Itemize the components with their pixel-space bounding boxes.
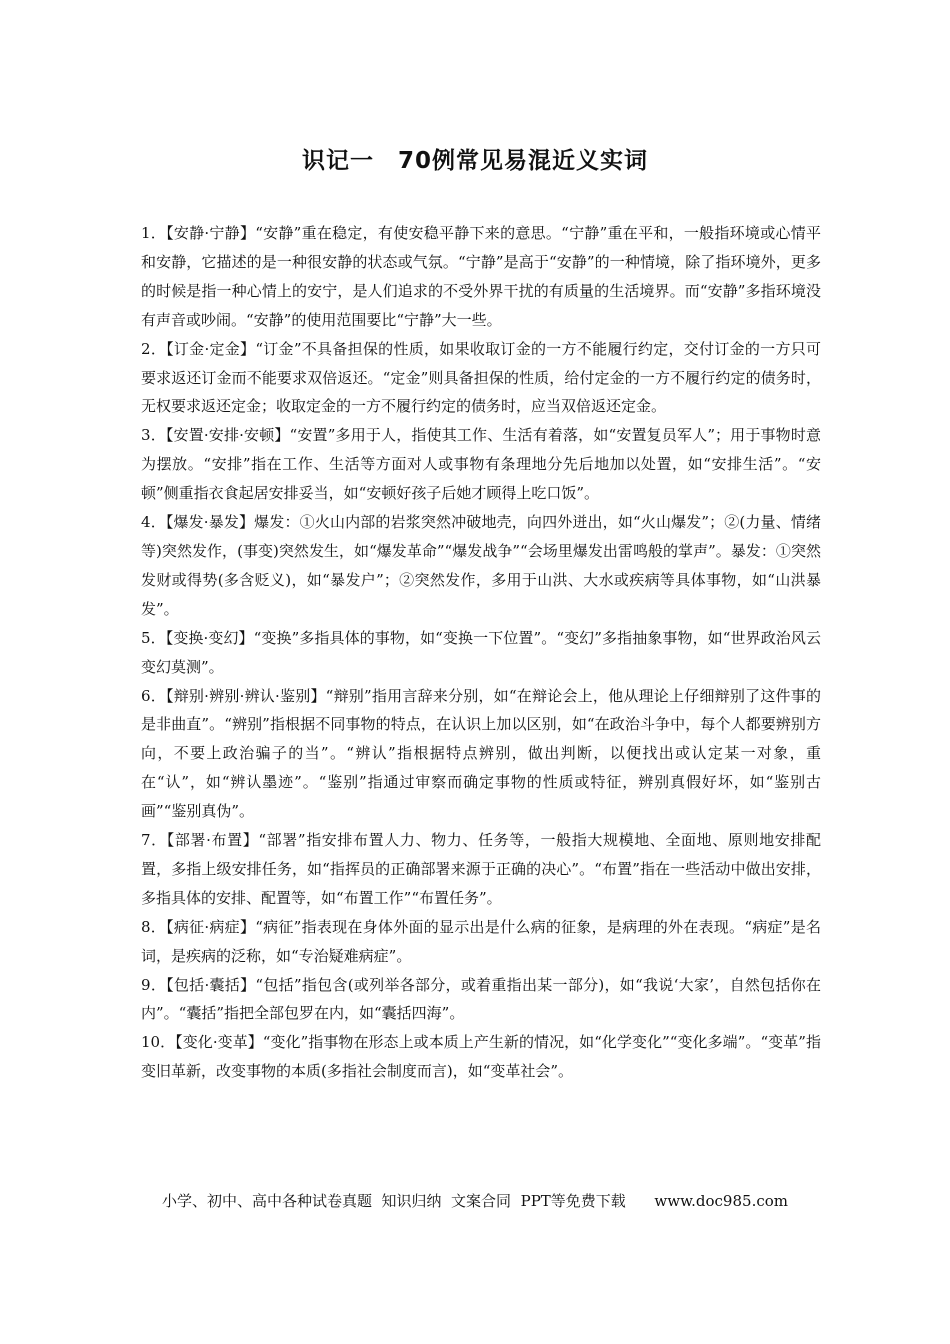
page-title: 识记一 70例常见易混近义实词 — [301, 148, 648, 174]
entry-4: 4．【爆发·暴发】爆发：①火山内部的岩浆突然冲破地壳，向四外迸出，如“火山爆发”；②(力量、情绪等)突然发作，(事变)突然发生，如“爆发革命”“爆发战争”“会场里爆发出雷鸣般的掌声”。暴发：①突然发财或得势(多含贬义)，如“暴发户”；②突然发作，多用于山洪、大水或疾病等具体事物，如“山洪暴发”。 — [141, 513, 821, 618]
page-footer: 小学、初中、高中各种试卷真题 知识归纳 文案合同 PPT等免费下载 www.doc985.com — [161, 1192, 788, 1210]
entry-list — [141, 219, 821, 1086]
entry-3: 3．【安置·安排·安顿】“安置”多用于人，指使其工作、生活有着落，如“安置复员军人”；用于事物时意为摆放。“安排”指在工作、生活等方面对人或事物有条理地分先后地加以处置，如“安排生活”。“安顿”侧重指衣食起居安排妥当，如“安顿好孩子后她才顾得上吃口饭”。 — [141, 426, 821, 503]
entry-5: 5．【变换·变幻】“变换”多指具体的事物，如“变换一下位置”。“变幻”多指抽象事物，如“世界政治风云变幻莫测”。 — [141, 628, 821, 676]
entry-9: 9．【包括·囊括】“包括”指包含(或列举各部分，或着重指出某一部分)，如“我说‘大家’，自然包括你在内”。“囊括”指把全部包罗在内，如“囊括四海”。 — [141, 975, 821, 1023]
entry-8: 8．【病征·病症】“病征”指表现在身体外面的显示出是什么病的征象，是病理的外在表现。“病症”是名词，是疾病的泛称，如“专治疑难病症”。 — [141, 917, 821, 965]
entry-6: 6．【辩别·辨别·辨认·鉴别】“辩别”指用言辞来分别，如“在辩论会上，他从理论上仔细辩别了这件事的是非曲直”。“辨别”指根据不同事物的特点，在认识上加以区别，如“在政治斗争中，每个人都要辨别方向，不要上政治骗子的当”。“辨认”指根据特点辨别，做出判断，以便找出或认定某一对象，重在“认”，如“辨认墨迹”。“鉴别”指通过审察而确定事物的性质或特征，辨别真假好坏，如“鉴别古画”“鉴别真伪”。 — [141, 686, 821, 821]
entry-1: 1．【安静·宁静】“安静”重在稳定，有使安稳平静下来的意思。“宁静”重在平和，一般指环境或心情平和安静，它描述的是一种很安静的状态或气氛。“宁静”是高于“安静”的一种情境，除了指环境外，更多的时候是指一种心情上的安宁，是人们追求的不受外界干扰的有质量的生活境界。而“安静”多指环境没有声音或吵闹。“安静”的使用范围要比“宁静”大一些。 — [141, 224, 821, 329]
entry-7: 7．【部署·布置】“部署”指安排布置人力、物力、任务等，一般指大规模地、全面地、原则地安排配置，多指上级安排任务，如“指挥员的正确部署来源于正确的决心”。“布置”指在一些活动中做出安排，多指具体的安排、配置等，如“布置工作”“布置任务”。 — [141, 831, 821, 907]
entry-2: 2．【订金·定金】“订金”不具备担保的性质，如果收取订金的一方不能履行约定，交付订金的一方只可要求返还订金而不能要求双倍返还。“定金”则具备担保的性质，给付定金的一方不履行约定的债务时，无权要求返还定金；收取定金的一方不履行约定的债务时，应当双倍返还定金。 — [141, 339, 821, 416]
entry-10: 10．【变化·变革】“变化”指事物在形态上或本质上产生新的情况，如“化学变化”“变化多端”。“变革”指变旧革新，改变事物的本质(多指社会制度而言)，如“变革社会”。 — [141, 1033, 821, 1081]
